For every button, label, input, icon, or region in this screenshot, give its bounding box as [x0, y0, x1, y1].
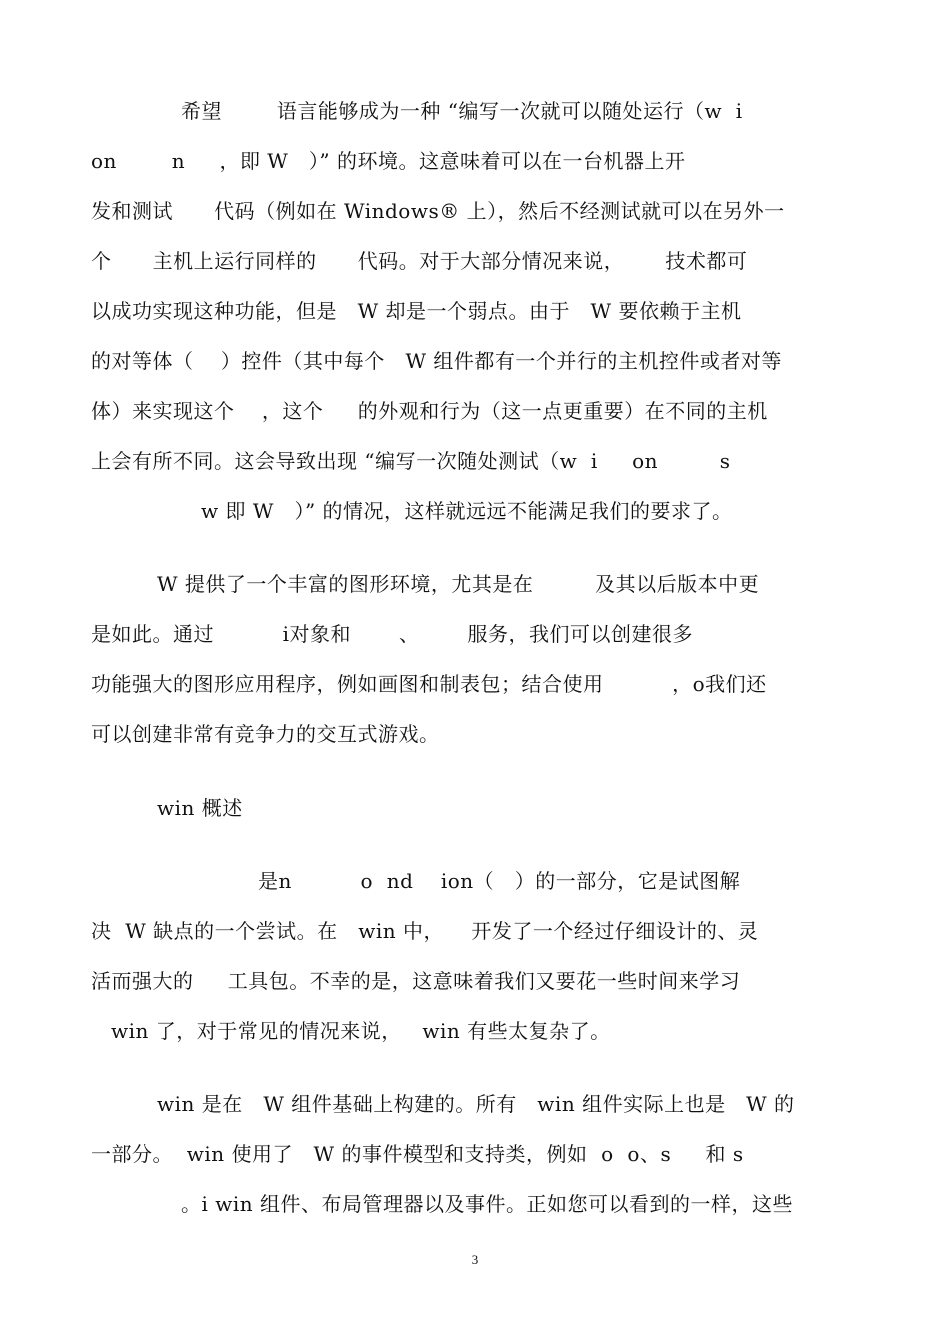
text-line: 是n o nd ion（ ）的一部分，它是试图解 — [258, 869, 741, 893]
text-line: 。i win 组件、布局管理器以及事件。正如您可以看到的一样，这些 — [181, 1192, 794, 1216]
text-line: 希望 语言能够成为一种 “编写一次就可以随处运行（w i — [181, 99, 743, 123]
text-line: 是如此。通过 i对象和 、 服务，我们可以创建很多 — [91, 622, 693, 646]
text-line: on n ，即 W ）” 的环境。这意味着可以在一台机器上开 — [91, 149, 686, 173]
text-line: 发和测试 代码（例如在 Windows® 上），然后不经测试就可以在另外一 — [91, 199, 785, 223]
text-line: 决 W 缺点的一个尝试。在 win 中， 开发了一个经过仔细设计的、灵 — [91, 919, 759, 943]
text-line: 上会有所不同。这会导致出现 “编写一次随处测试（w i on s — [91, 449, 731, 473]
text-line: W 提供了一个丰富的图形环境，尤其是在 及其以后版本中更 — [157, 572, 760, 596]
text-line: 体）来实现这个 ，这个 的外观和行为（这一点更重要）在不同的主机 — [91, 399, 768, 423]
text-line: 一部分。 win 使用了 W 的事件模型和支持类，例如 o o、s 和 s — [91, 1142, 744, 1166]
text-line: 个 主机上运行同样的 代码。对于大部分情况来说， 技术都可 — [91, 249, 748, 273]
text-line: 的对等体（ ）控件（其中每个 W 组件都有一个并行的主机控件或者对等 — [91, 349, 782, 373]
text-line: 可以创建非常有竞争力的交互式游戏。 — [91, 722, 440, 746]
text-line: 活而强大的 工具包。不幸的是，这意味着我们又要花一些时间来学习 — [91, 969, 741, 993]
text-line: 功能强大的图形应用程序，例如画图和制表包；结合使用 ，o我们还 — [91, 672, 767, 696]
text-line: win 了，对于常见的情况来说， win 有些太复杂了。 — [111, 1019, 611, 1043]
text-line: 以成功实现这种功能，但是 W 却是一个弱点。由于 W 要依赖于主机 — [91, 299, 742, 323]
section-heading: win 概述 — [157, 796, 243, 820]
page-number: 3 — [471, 1252, 479, 1267]
text-line: w 即 W ）” 的情况，这样就远远不能满足我们的要求了。 — [201, 499, 733, 523]
text-line: win 是在 W 组件基础上构建的。所有 win 组件实际上也是 W 的 — [157, 1092, 795, 1116]
